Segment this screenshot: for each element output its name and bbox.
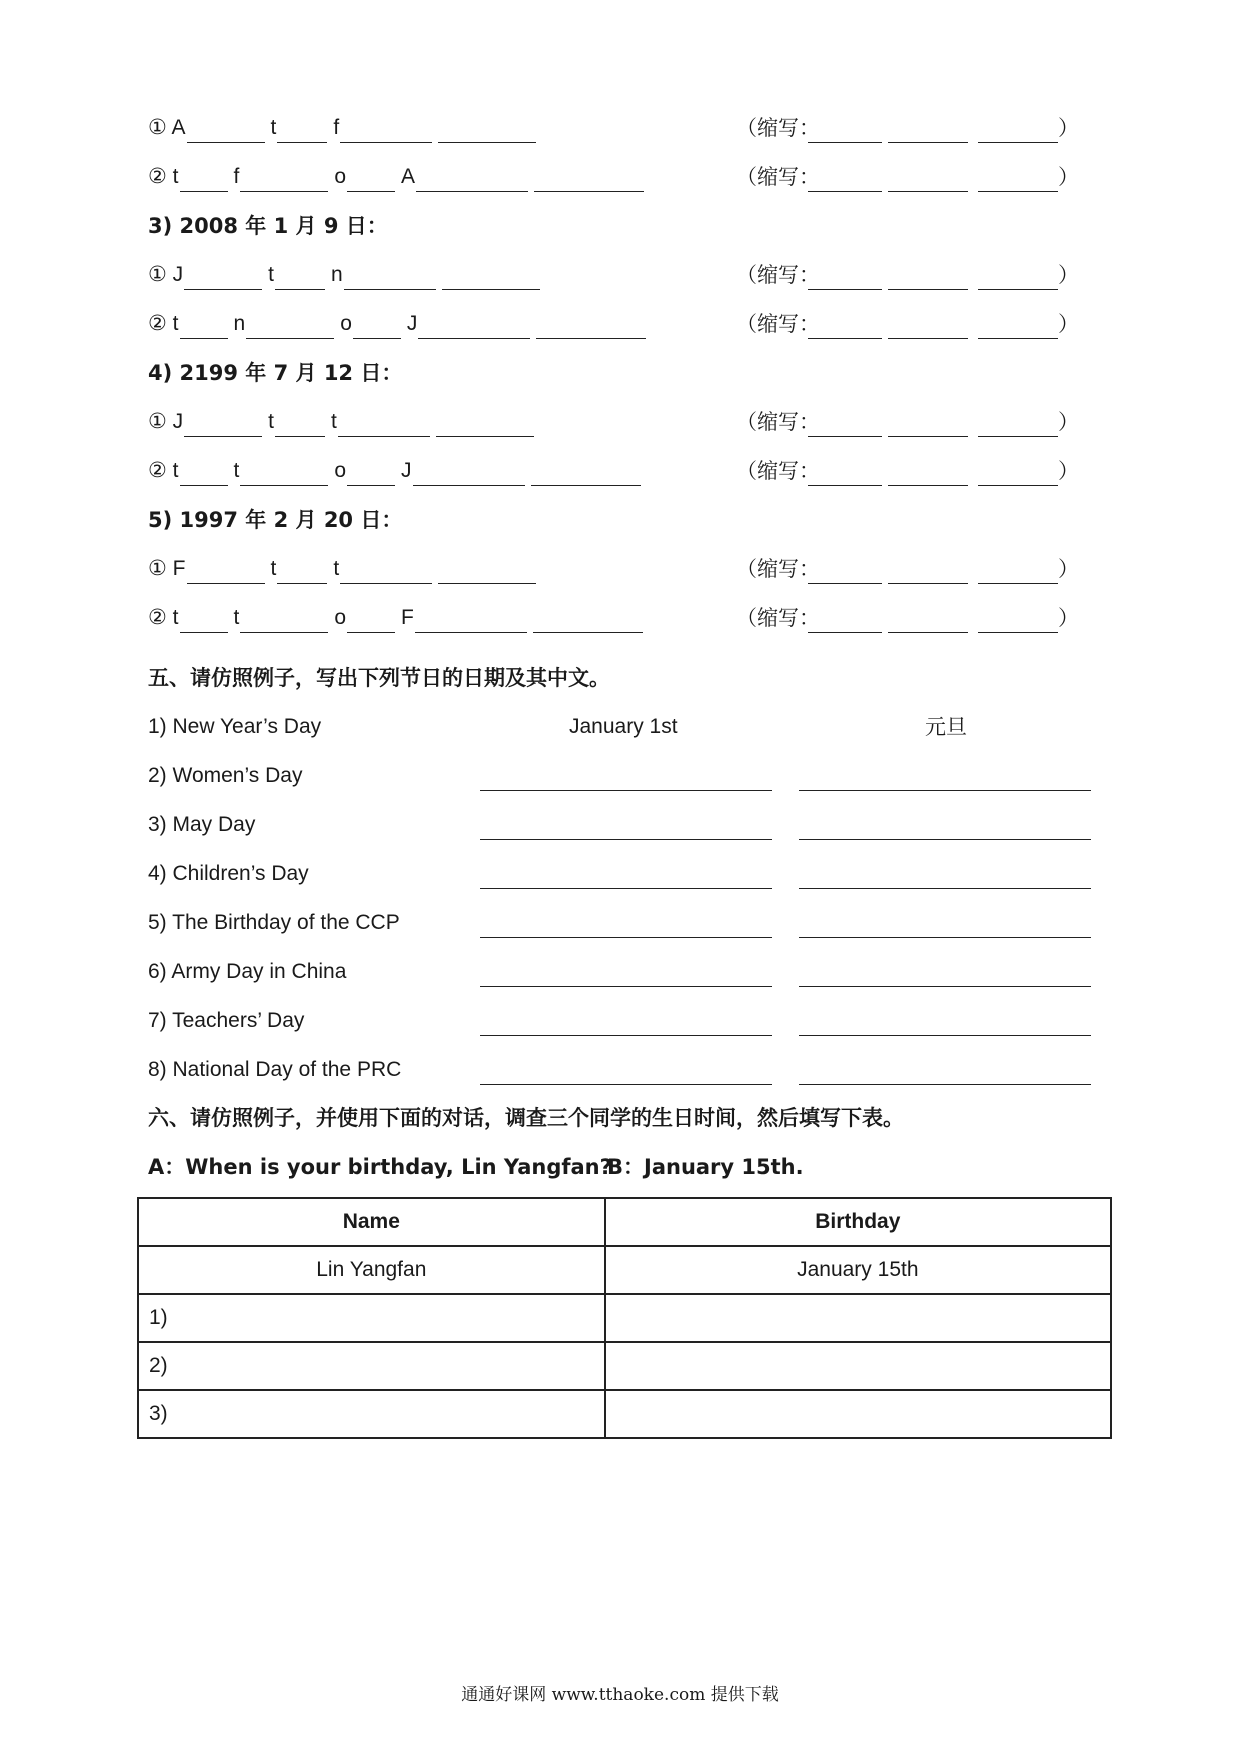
abbr-close: ） — [1058, 116, 1079, 140]
answer-blank[interactable] — [275, 271, 325, 290]
answer-blank[interactable] — [187, 124, 265, 143]
letter-hint: F — [401, 606, 414, 629]
letter-hint: o — [334, 165, 347, 188]
section6-title: 六、请仿照例子，并使用下面的对话，调查三个同学的生日时间，然后填写下表。 — [148, 1106, 904, 1130]
chinese-blank[interactable] — [799, 1017, 1091, 1036]
abbr-blank[interactable] — [978, 467, 1058, 486]
answer-blank[interactable] — [277, 565, 327, 584]
abbr-label: （缩写： — [736, 557, 820, 581]
abbr-blank[interactable] — [978, 418, 1058, 437]
chinese-blank[interactable] — [799, 821, 1091, 840]
abbr-close: ） — [1058, 165, 1079, 189]
abbr-label: （缩写： — [736, 263, 820, 287]
abbr-blank[interactable] — [808, 271, 882, 290]
row-birthday-cell[interactable] — [605, 1342, 1111, 1390]
example-name: Lin Yangfan — [138, 1246, 605, 1294]
abbr-blank[interactable] — [808, 418, 882, 437]
answer-blank[interactable] — [344, 271, 436, 290]
answer-blank[interactable] — [536, 320, 646, 339]
letter-hint: t — [233, 606, 240, 629]
abbr-blank[interactable] — [888, 418, 968, 437]
abbr-blank[interactable] — [888, 467, 968, 486]
letter-hint: n — [331, 263, 343, 286]
abbr-label: （缩写： — [736, 165, 820, 189]
row-birthday-cell[interactable] — [605, 1294, 1111, 1342]
letter-hint: o — [340, 312, 352, 335]
date-blank[interactable] — [480, 1017, 772, 1036]
answer-blank[interactable] — [340, 124, 432, 143]
holiday-name: 4) Children’s Day — [148, 862, 309, 885]
dialog-a: A：When is your birthday, Lin Yangfan? — [148, 1155, 612, 1179]
answer-blank[interactable] — [353, 320, 401, 339]
birthday-survey-table — [137, 1197, 1112, 1439]
letter-hint: ② t — [148, 312, 179, 335]
letter-hint: f — [233, 165, 240, 188]
abbr-close: ） — [1058, 410, 1079, 434]
date-heading: 3) 2008 年 1 月 9 日： — [148, 214, 388, 238]
answer-blank[interactable] — [275, 418, 325, 437]
answer-blank[interactable] — [187, 565, 265, 584]
date-heading: 5) 1997 年 2 月 20 日： — [148, 508, 403, 532]
chinese-blank[interactable] — [799, 772, 1091, 791]
answer-blank[interactable] — [438, 565, 536, 584]
header-name: Name — [138, 1198, 605, 1246]
chinese-blank[interactable] — [799, 1066, 1091, 1085]
date-blank[interactable] — [480, 772, 772, 791]
letter-hint: t — [333, 557, 340, 580]
section5-title: 五、请仿照例子，写出下列节日的日期及其中文。 — [148, 666, 610, 690]
abbr-blank[interactable] — [808, 173, 882, 192]
answer-blank[interactable] — [240, 173, 328, 192]
answer-blank[interactable] — [180, 614, 228, 633]
abbr-close: ） — [1058, 263, 1079, 287]
table-example-row — [138, 1246, 1111, 1294]
row-label[interactable]: 3) — [138, 1390, 605, 1438]
abbr-blank[interactable] — [888, 124, 968, 143]
answer-blank[interactable] — [438, 124, 536, 143]
date-blank[interactable] — [480, 1066, 772, 1085]
dialog-b: B：January 15th. — [607, 1155, 804, 1179]
answer-blank[interactable] — [442, 271, 540, 290]
date-blank[interactable] — [480, 870, 772, 889]
abbr-blank[interactable] — [808, 320, 882, 339]
answer-blank[interactable] — [533, 614, 643, 633]
abbr-close: ） — [1058, 312, 1079, 336]
abbr-close: ） — [1058, 459, 1079, 483]
holiday-name: 8) National Day of the PRC — [148, 1058, 402, 1081]
letter-hint: t — [233, 459, 240, 482]
answer-blank[interactable] — [436, 418, 534, 437]
date-heading: 4) 2199 年 7 月 12 日： — [148, 361, 403, 385]
example-date: January 1st — [569, 715, 678, 738]
chinese-blank[interactable] — [799, 870, 1091, 889]
answer-blank[interactable] — [277, 124, 327, 143]
answer-blank[interactable] — [418, 320, 530, 339]
abbr-label: （缩写： — [736, 116, 820, 140]
holiday-name: 7) Teachers’ Day — [148, 1009, 305, 1032]
answer-blank[interactable] — [246, 320, 334, 339]
letter-hint: ② t — [148, 606, 179, 629]
holiday-name: 5) The Birthday of the CCP — [148, 911, 400, 934]
abbr-blank[interactable] — [978, 565, 1058, 584]
example-birthday: January 15th — [605, 1246, 1111, 1294]
abbr-blank[interactable] — [808, 614, 882, 633]
answer-blank[interactable] — [531, 467, 641, 486]
page-footer: 通通好课网 www.tthaoke.com 提供下载 — [461, 1685, 779, 1705]
answer-blank[interactable] — [338, 418, 430, 437]
letter-hint: J — [406, 312, 418, 335]
answer-blank[interactable] — [240, 467, 328, 486]
chinese-blank[interactable] — [799, 968, 1091, 987]
letter-hint: f — [333, 116, 340, 139]
abbr-blank[interactable] — [808, 565, 882, 584]
date-blank[interactable] — [480, 919, 772, 938]
answer-blank[interactable] — [415, 614, 527, 633]
letter-hint: t — [270, 116, 277, 139]
answer-blank[interactable] — [184, 418, 262, 437]
abbr-blank[interactable] — [888, 614, 968, 633]
abbr-blank[interactable] — [888, 271, 968, 290]
letter-hint: ② t — [148, 459, 179, 482]
holiday-name: 6) Army Day in China — [148, 960, 347, 983]
answer-blank[interactable] — [180, 467, 228, 486]
answer-blank[interactable] — [180, 173, 228, 192]
abbr-label: （缩写： — [736, 459, 820, 483]
abbr-label: （缩写： — [736, 606, 820, 630]
letter-hint: t — [268, 263, 275, 286]
abbr-close: ） — [1058, 606, 1079, 630]
table-row — [138, 1294, 1111, 1342]
table-row — [138, 1342, 1111, 1390]
abbr-blank[interactable] — [978, 271, 1058, 290]
answer-blank[interactable] — [180, 320, 228, 339]
answer-blank[interactable] — [347, 467, 395, 486]
abbr-blank[interactable] — [888, 320, 968, 339]
letter-hint: ① A — [148, 116, 186, 139]
abbr-blank[interactable] — [888, 173, 968, 192]
abbr-blank[interactable] — [978, 320, 1058, 339]
answer-blank[interactable] — [240, 614, 328, 633]
header-birthday: Birthday — [605, 1198, 1111, 1246]
letter-hint: ① F — [148, 557, 186, 580]
abbr-blank[interactable] — [978, 614, 1058, 633]
letter-hint: o — [334, 606, 347, 629]
answer-blank[interactable] — [184, 271, 262, 290]
letter-hint: A — [401, 165, 416, 188]
holiday-name: 1) New Year’s Day — [148, 715, 322, 738]
chinese-blank[interactable] — [799, 919, 1091, 938]
holiday-name: 2) Women’s Day — [148, 764, 303, 787]
abbr-blank[interactable] — [978, 124, 1058, 143]
letter-hint: t — [270, 557, 277, 580]
letter-hint: t — [268, 410, 275, 433]
answer-blank[interactable] — [340, 565, 432, 584]
abbr-close: ） — [1058, 557, 1079, 581]
abbr-blank[interactable] — [978, 173, 1058, 192]
letter-hint: n — [233, 312, 246, 335]
row-label[interactable]: 2) — [138, 1342, 605, 1390]
letter-hint: ② t — [148, 165, 179, 188]
table-header-row — [138, 1198, 1111, 1246]
answer-blank[interactable] — [347, 173, 395, 192]
example-chinese: 元旦 — [925, 715, 967, 739]
letter-hint: t — [331, 410, 337, 433]
letter-hint: ① J — [148, 410, 184, 433]
abbr-blank[interactable] — [888, 565, 968, 584]
date-blank[interactable] — [480, 968, 772, 987]
answer-blank[interactable] — [347, 614, 395, 633]
abbr-blank[interactable] — [808, 467, 882, 486]
abbr-blank[interactable] — [808, 124, 882, 143]
date-blank[interactable] — [480, 821, 772, 840]
answer-blank[interactable] — [534, 173, 644, 192]
abbr-label: （缩写： — [736, 312, 820, 336]
holiday-name: 3) May Day — [148, 813, 256, 836]
answer-blank[interactable] — [413, 467, 525, 486]
row-birthday-cell[interactable] — [605, 1390, 1111, 1438]
letter-hint: J — [401, 459, 412, 482]
letter-hint: o — [334, 459, 347, 482]
abbr-label: （缩写： — [736, 410, 820, 434]
row-label[interactable]: 1) — [138, 1294, 605, 1342]
letter-hint: ① J — [148, 263, 184, 286]
answer-blank[interactable] — [416, 173, 528, 192]
table-row — [138, 1390, 1111, 1438]
